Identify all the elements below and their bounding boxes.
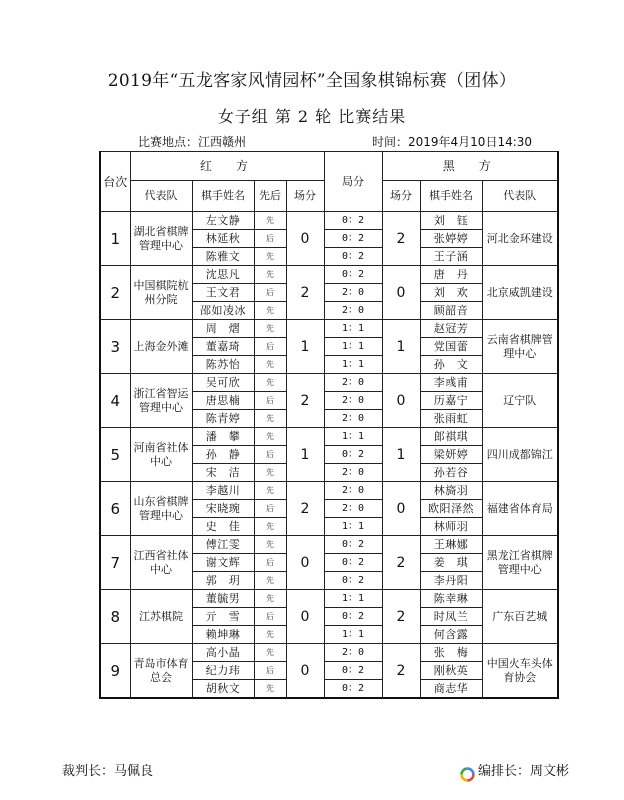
red-player: 潘 攀: [192, 428, 254, 446]
red-player: 王文君: [192, 284, 254, 302]
red-team-points: 1: [286, 320, 324, 374]
game-score: 2：0: [324, 302, 382, 320]
game-score: 0：2: [324, 536, 382, 554]
black-player: 张雨虹: [420, 410, 482, 428]
play-order: 先: [254, 464, 286, 482]
game-score: 2：0: [324, 464, 382, 482]
black-player: 历嘉宁: [420, 392, 482, 410]
black-team-points: 0: [382, 482, 420, 536]
page-title: 2019年“五龙客家风情园杯”全国象棋锦标赛（团体）: [107, 71, 517, 91]
game-score: 0：2: [324, 446, 382, 464]
game-score: 1：1: [324, 590, 382, 608]
play-order: 先: [254, 410, 286, 428]
black-player: 刘 欢: [420, 284, 482, 302]
table-row: [100, 536, 558, 554]
game-score: 1：1: [324, 626, 382, 644]
red-player: 左文静: [192, 212, 254, 230]
red-team-points: 0: [286, 644, 324, 699]
red-player: 胡秋文: [192, 680, 254, 699]
black-team: 河北金环建设: [482, 212, 558, 266]
red-player: 陈苏怡: [192, 356, 254, 374]
game-score: 0：2: [324, 572, 382, 590]
black-player: 梁妍婷: [420, 446, 482, 464]
red-team: 山东省棋牌管理中心: [130, 482, 192, 536]
black-team-points: 0: [382, 266, 420, 320]
red-player: 陈青婷: [192, 410, 254, 428]
game-score: 1：1: [324, 320, 382, 338]
game-score: 1：1: [324, 518, 382, 536]
black-player: 孙若谷: [420, 464, 482, 482]
black-team-points: 2: [382, 644, 420, 699]
game-score: 0：2: [324, 266, 382, 284]
game-score: 0：2: [324, 554, 382, 572]
red-player: 周 熠: [192, 320, 254, 338]
red-player: 傅江雯: [192, 536, 254, 554]
table-row: [100, 374, 558, 392]
red-team-points: 0: [286, 212, 324, 266]
game-score: 2：0: [324, 392, 382, 410]
black-team: 云南省棋牌管理中心: [482, 320, 558, 374]
table-row: [100, 644, 558, 662]
results-body: [100, 212, 558, 699]
black-player: 刚秋英: [420, 662, 482, 680]
red-team-points: 2: [286, 266, 324, 320]
red-player: 沈思凡: [192, 266, 254, 284]
black-team: 广东百艺城: [482, 590, 558, 644]
black-team: 黑龙江省棋牌管理中心: [482, 536, 558, 590]
play-order: 先: [254, 536, 286, 554]
black-player: 林师羽: [420, 518, 482, 536]
play-order: 后: [254, 446, 286, 464]
red-player: 孙 静: [192, 446, 254, 464]
board-number: 7: [100, 536, 130, 590]
black-team: 辽宁队: [482, 374, 558, 428]
play-order: 后: [254, 392, 286, 410]
play-order: 先: [254, 572, 286, 590]
black-player: 商志华: [420, 680, 482, 699]
black-player: 时凤兰: [420, 608, 482, 626]
black-player-header: 棋手姓名: [420, 181, 482, 212]
play-order: 后: [254, 554, 286, 572]
game-score: 0：2: [324, 662, 382, 680]
black-player: 郎祺琪: [420, 428, 482, 446]
play-order: 后: [254, 608, 286, 626]
board-header: 台次: [100, 152, 130, 212]
red-player: 赖坤琳: [192, 626, 254, 644]
game-score: 0：2: [324, 212, 382, 230]
play-order: 后: [254, 500, 286, 518]
table-row: [100, 482, 558, 500]
table-row: [100, 266, 558, 284]
black-team: 四川成都锦江: [482, 428, 558, 482]
black-points-header: 场分: [382, 181, 420, 212]
results-table: [99, 151, 559, 699]
black-player: 李彧甫: [420, 374, 482, 392]
black-player: 欧阳泽然: [420, 500, 482, 518]
black-team-points: 1: [382, 320, 420, 374]
red-points-header: 场分: [286, 181, 324, 212]
time-text: 时间：2019年4月10日14:30: [372, 135, 533, 149]
red-team: 浙江省智运管理中心: [130, 374, 192, 428]
red-player: 宋 洁: [192, 464, 254, 482]
play-order: 先: [254, 212, 286, 230]
black-player: 何含露: [420, 626, 482, 644]
red-player: 董毓男: [192, 590, 254, 608]
red-order-header: 先后: [254, 181, 286, 212]
black-team-points: 1: [382, 428, 420, 482]
black-player: 孙 文: [420, 356, 482, 374]
red-side-header: 红 方: [130, 152, 324, 181]
black-player: 姜 琪: [420, 554, 482, 572]
board-number: 6: [100, 482, 130, 536]
black-team: 中国火车头体育协会: [482, 644, 558, 699]
black-player: 林旖羽: [420, 482, 482, 500]
black-player: 党国蕾: [420, 338, 482, 356]
black-team-points: 2: [382, 536, 420, 590]
play-order: 先: [254, 374, 286, 392]
black-team: 福建省体育局: [482, 482, 558, 536]
play-order: 先: [254, 428, 286, 446]
game-score: 0：2: [324, 248, 382, 266]
game-score: 2：0: [324, 482, 382, 500]
board-number: 8: [100, 590, 130, 644]
black-team-header: 代表队: [482, 181, 558, 212]
game-score: 2：0: [324, 644, 382, 662]
play-order: 先: [254, 248, 286, 266]
page-subtitle: 女子组 第 2 轮 比赛结果: [217, 107, 407, 126]
black-side-header: 黑 方: [382, 152, 558, 181]
black-team-points: 2: [382, 590, 420, 644]
game-score: 0：2: [324, 608, 382, 626]
table-row: [100, 590, 558, 608]
black-team-points: 0: [382, 374, 420, 428]
red-team: 湖北省棋牌管理中心: [130, 212, 192, 266]
black-player: 赵冠芳: [420, 320, 482, 338]
red-player: 林延秋: [192, 230, 254, 248]
play-order: 后: [254, 230, 286, 248]
black-player: 刘 钰: [420, 212, 482, 230]
arranger-text: 编排长：周文彬: [478, 764, 570, 779]
red-team-points: 0: [286, 536, 324, 590]
play-order: 先: [254, 356, 286, 374]
red-player: 史 佳: [192, 518, 254, 536]
referee-text: 裁判长：马佩良: [62, 764, 154, 779]
red-team: 江苏棋院: [130, 590, 192, 644]
red-team: 江西省社体中心: [130, 536, 192, 590]
game-score: 1：1: [324, 356, 382, 374]
red-team-points: 1: [286, 428, 324, 482]
red-team-points: 2: [286, 482, 324, 536]
red-player: 郭 玥: [192, 572, 254, 590]
play-order: 先: [254, 590, 286, 608]
play-order: 先: [254, 320, 286, 338]
venue-text: 比赛地点：江西赣州: [138, 135, 247, 149]
table-row: [100, 320, 558, 338]
red-player: 董嘉琦: [192, 338, 254, 356]
black-player: 陈幸琳: [420, 590, 482, 608]
game-score: 1：1: [324, 428, 382, 446]
game-score: 2：0: [324, 284, 382, 302]
red-team: 青岛市体育总会: [130, 644, 192, 699]
game-score: 2：0: [324, 374, 382, 392]
red-player: 谢文辉: [192, 554, 254, 572]
play-order: 先: [254, 482, 286, 500]
red-player: 唐思楠: [192, 392, 254, 410]
black-player: 王子涵: [420, 248, 482, 266]
black-player: 张婷婷: [420, 230, 482, 248]
red-player: 陈雅文: [192, 248, 254, 266]
red-player: 高小晶: [192, 644, 254, 662]
red-player-header: 棋手姓名: [192, 181, 254, 212]
board-number: 5: [100, 428, 130, 482]
red-team-header: 代表队: [130, 181, 192, 212]
ring-logo-icon: [459, 766, 476, 783]
game-score: 0：2: [324, 680, 382, 699]
red-team: 河南省社体中心: [130, 428, 192, 482]
black-team: 北京威凯建设: [482, 266, 558, 320]
red-player: 李越川: [192, 482, 254, 500]
table-row: [100, 428, 558, 446]
play-order: 后: [254, 284, 286, 302]
black-player: 王琳娜: [420, 536, 482, 554]
red-player: 吴可欣: [192, 374, 254, 392]
red-team: 上海金外滩: [130, 320, 192, 374]
red-team-points: 2: [286, 374, 324, 428]
red-player: 亓 雪: [192, 608, 254, 626]
play-order: 先: [254, 266, 286, 284]
board-number: 3: [100, 320, 130, 374]
score-header: 局分: [324, 152, 382, 212]
game-score: 1：1: [324, 338, 382, 356]
black-team-points: 2: [382, 212, 420, 266]
red-player: 宋晓琬: [192, 500, 254, 518]
play-order: 后: [254, 338, 286, 356]
board-number: 9: [100, 644, 130, 699]
black-player: 唐 丹: [420, 266, 482, 284]
black-player: 张 梅: [420, 644, 482, 662]
play-order: 先: [254, 626, 286, 644]
play-order: 后: [254, 662, 286, 680]
board-number: 1: [100, 212, 130, 266]
red-player: 邵如凌冰: [192, 302, 254, 320]
board-number: 4: [100, 374, 130, 428]
game-score: 2：0: [324, 500, 382, 518]
play-order: 先: [254, 644, 286, 662]
red-player: 纪力玮: [192, 662, 254, 680]
play-order: 先: [254, 518, 286, 536]
table-row: [100, 212, 558, 230]
play-order: 先: [254, 302, 286, 320]
black-player: 李丹阳: [420, 572, 482, 590]
board-number: 2: [100, 266, 130, 320]
play-order: 先: [254, 680, 286, 699]
red-team-points: 0: [286, 590, 324, 644]
black-player: 顾韶音: [420, 302, 482, 320]
red-team: 中国棋院杭州分院: [130, 266, 192, 320]
game-score: 2：0: [324, 410, 382, 428]
game-score: 0：2: [324, 230, 382, 248]
